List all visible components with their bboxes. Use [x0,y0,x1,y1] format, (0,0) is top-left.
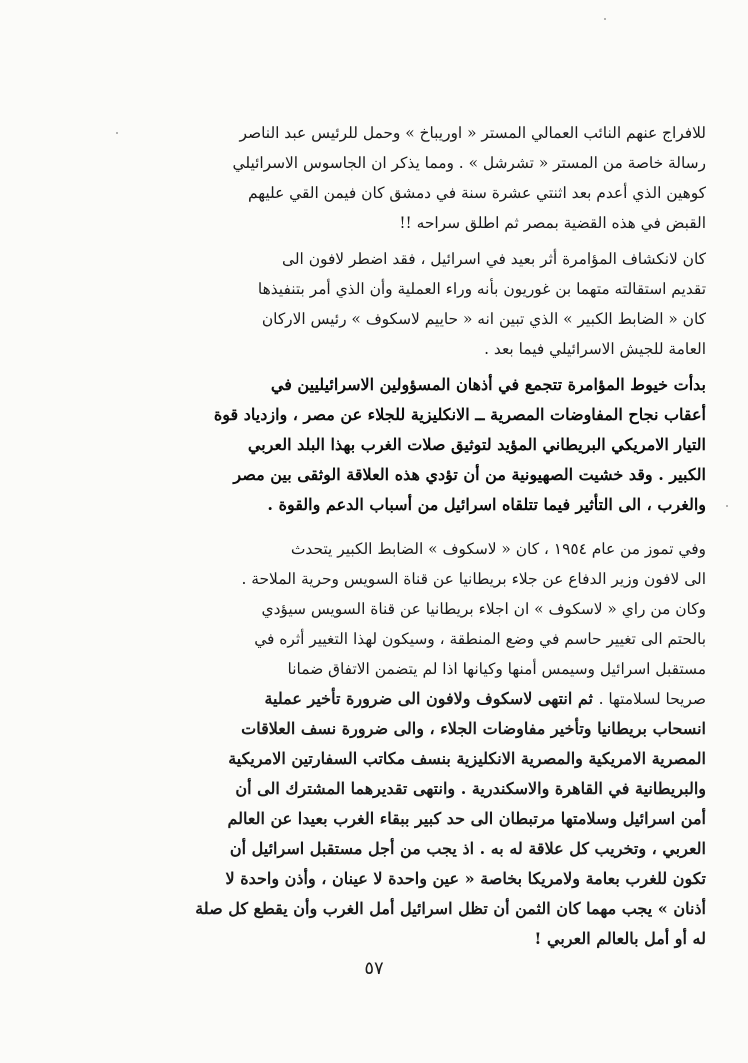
page-number: ٥٧ [364,958,384,979]
text-segment-regular: صريحا لسلامتها . [598,690,706,708]
text-line: أعقاب نجاح المفاوضات المصرية ــ الانكليزية للجلاء عن مصر ، وازدياد قوة [213,405,706,424]
paragraph-bold [42,370,706,520]
text-line: أمن اسرائيل وسلامتها مرتبطان الى حد كبير ببقاء الغرب بعيدا عن العالم [227,809,706,828]
text-line: القبض في هذه القضية بمصر ثم اطلق سراحه !! [399,214,706,232]
paragraph-mixed [42,534,706,954]
text-line: انسحاب بريطانيا وتأخير مفاوضات الجلاء ، والى ضرورة نسف العلاقات [241,719,706,738]
text-line: بدأت خيوط المؤامرة تتجمع في أذهان المسؤولين الاسرائيليين في [270,375,706,394]
scan-speck [604,18,606,20]
text-line: الى لافون وزير الدفاع عن جلاء بريطانيا عن قناة السويس وحرية الملاحة . [241,570,706,588]
text-line: له أو أمل بالعالم العربي ! [534,929,706,948]
text-line: الكبير . وقد خشيت الصهيونية من أن تؤدي هذه العلاقة الوثقى بين مصر [233,465,706,484]
text-line: كوهين الذي أعدم بعد اثنتي عشرة سنة في دمشق كان فيمن القي عليهم [248,184,706,202]
scan-speck [726,505,728,507]
text-line: للافراج عنهم النائب العمالي المستر « اوريباخ » وحمل للرئيس عبد الناصر [239,124,706,142]
text-line: مستقبل اسرائيل وسيمس أمنها وكيانها اذا لم يتضمن الاتفاق ضمانا [287,660,706,678]
text-line-mixed [42,684,706,714]
text-line: كان « الضابط الكبير » الذي تبين انه « حاييم لاسكوف » رئيس الاركان [261,310,706,328]
text-line: بالحتم الى تغيير حاسم في وضع المنطقة ، وسيكون لهذا التغيير أثره في [254,630,706,648]
paragraph [42,118,706,238]
text-line: العربي ، وتخريب كل علاقة له به . اذ يجب من أجل مستقبل اسرائيل أن [229,839,706,858]
text-line: التيار الامريكي البريطاني المؤيد لتوثيق صلات الغرب بهذا البلد العربي [247,435,706,454]
text-line: أذنان » يجب مهما كان الثمن أن تظل اسرائيل أمل الغرب وأن يقطع كل صلة [195,899,706,918]
text-line: والغرب ، الى التأثير فيما تتلقاه اسرائيل من أسباب الدعم والقوة . [267,495,706,514]
text-line: وفي تموز من عام ١٩٥٤ ، كان « لاسكوف » الضابط الكبير يتحدث [290,540,706,558]
text-line: تقديم استقالته متهما بن غوريون بأنه وراء العملية وأن الذي أمر بتنفيذها [257,280,706,298]
paragraph [42,244,706,364]
text-line: كان لانكشاف المؤامرة أثر بعيد في اسرائيل ، فقد اضطر لافون الى [282,250,706,268]
text-line: تكون للغرب بعامة ولامريكا بخاصة « عين واحدة لا عينان ، وأذن واحدة لا [225,869,706,888]
text-line: وكان من راي « لاسكوف » ان اجلاء بريطانيا عن قناة السويس سيؤدي [261,600,706,618]
text-line: المصرية الامريكية والمصرية الانكليزية بنسف مكاتب السفارتين الامريكية [228,749,706,768]
text-line: العامة للجيش الاسرائيلي فيما بعد . [484,340,706,358]
text-segment-bold: ثم انتهى لاسكوف ولافون الى ضرورة تأخير عملية [264,689,599,708]
text-line: والبريطانية في القاهرة والاسكندرية . وانتهى تقديرهما المشترك الى أن [235,779,706,798]
text-line: رسالة خاصة من المستر « تشرشل » . ومما يذكر ان الجاسوس الاسرائيلي [232,154,706,172]
